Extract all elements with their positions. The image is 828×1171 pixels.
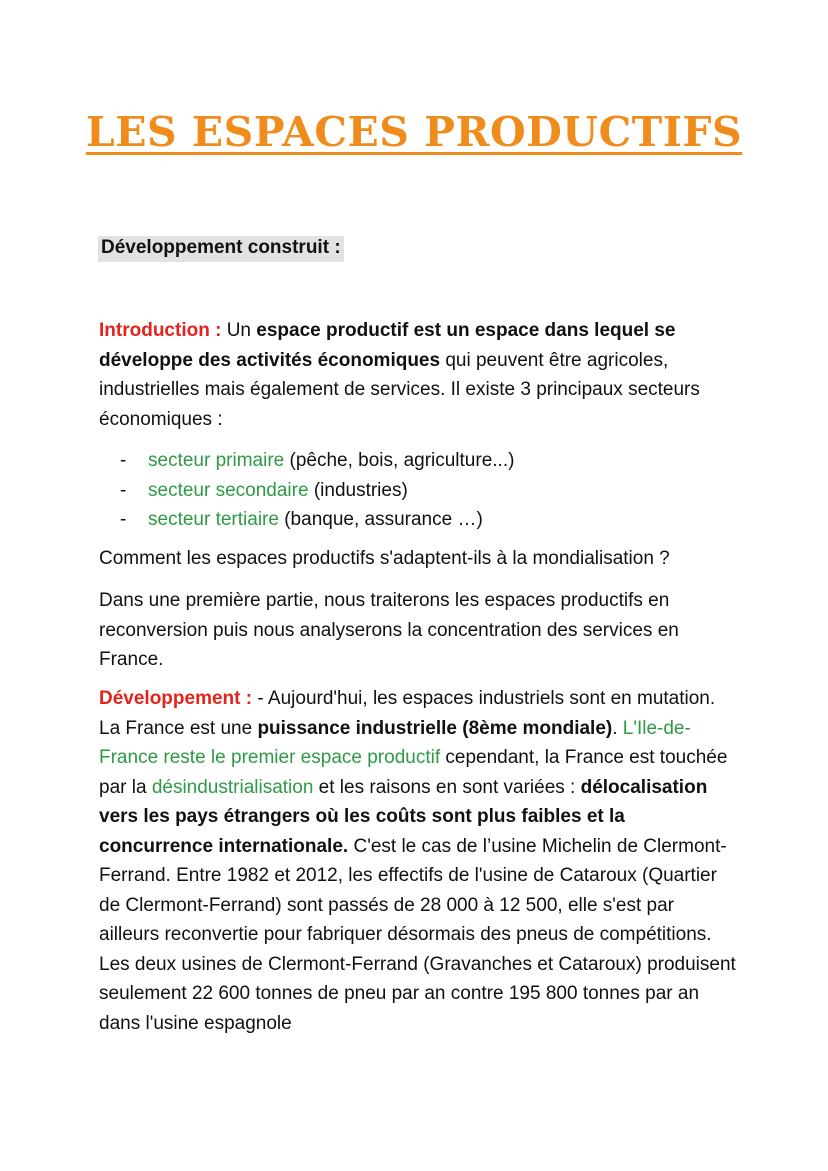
developpement-bold-2: délocalisation vers les pays étrangers où les coûts sont plus faibles et la concurrence internationale. — [99, 776, 708, 857]
page-title: LES ESPACES PRODUCTIFS — [85, 108, 743, 156]
developpement-green-1: L'Ile-de-France reste le premier espace productif — [99, 717, 691, 768]
sector-detail: (banque, assurance …) — [278, 509, 483, 530]
sector-name: secteur primaire — [148, 450, 285, 471]
developpement-text-2: . — [612, 717, 623, 739]
plan-paragraph: Dans une première partie, nous traiterons les espaces productifs en reconversion puis nous analyserons la concentration des services en France. — [99, 590, 679, 670]
problematic-question: Comment les espaces productifs s'adaptent-ils à la mondialisation ? — [99, 548, 670, 569]
introduction-text-1: Un — [221, 320, 257, 341]
sector-name: secteur secondaire — [148, 479, 309, 501]
list-dash: - — [120, 479, 127, 501]
introduction-paragraph — [99, 316, 739, 434]
list-dash: - — [120, 450, 127, 471]
developpement-text-4: et les raisons en sont variées : — [313, 776, 581, 798]
sectors-list — [120, 446, 720, 535]
developpement-text-5: C'est le cas de l’usine Michelin de Clermont-Ferrand. Entre 1982 et 2012, les effectifs de l'usine de Cataroux (Quartier de Clermont-Ferrand) sont passés de 28 000 à 12 500, elle s'est par ailleurs reconvertie pour fabriquer désormais des pneus de compétitions. Les deux usines de Clermont-Ferrand (Gravanches et Cataroux) produisent seulement 22 600 tonnes de pneu par an contre 195 800 tonnes par an dans l'usine espagnole — [99, 835, 736, 1034]
developpement-text-1: - Aujourd'hui, les espaces industriels sont en mutation. La France est une — [99, 688, 716, 739]
list-dash: - — [120, 509, 127, 530]
introduction-label: Introduction : — [99, 320, 222, 341]
sector-detail: (pêche, bois, agriculture...) — [284, 450, 515, 471]
sector-name: secteur tertiaire — [148, 509, 279, 530]
section-subheading: Développement construit : — [98, 236, 344, 262]
introduction-bold-1: espace productif est un espace dans lequel se développe des activités économiques — [99, 320, 676, 371]
developpement-bold-1: puissance industrielle (8ème mondiale) — [257, 717, 613, 739]
developpement-paragraph — [99, 684, 739, 1038]
list-item — [120, 505, 720, 535]
sector-detail: (industries) — [308, 479, 408, 501]
developpement-text-3: cependant, la France est touchée par la — [99, 747, 728, 798]
developpement-label: Développement : — [99, 688, 253, 709]
introduction-text-2: qui peuvent être agricoles, industrielles mais également de services. Il existe 3 principaux secteurs économiques : — [99, 349, 700, 430]
list-item — [120, 476, 720, 506]
developpement-green-2: désindustrialisation — [151, 776, 314, 798]
list-item — [120, 446, 720, 476]
